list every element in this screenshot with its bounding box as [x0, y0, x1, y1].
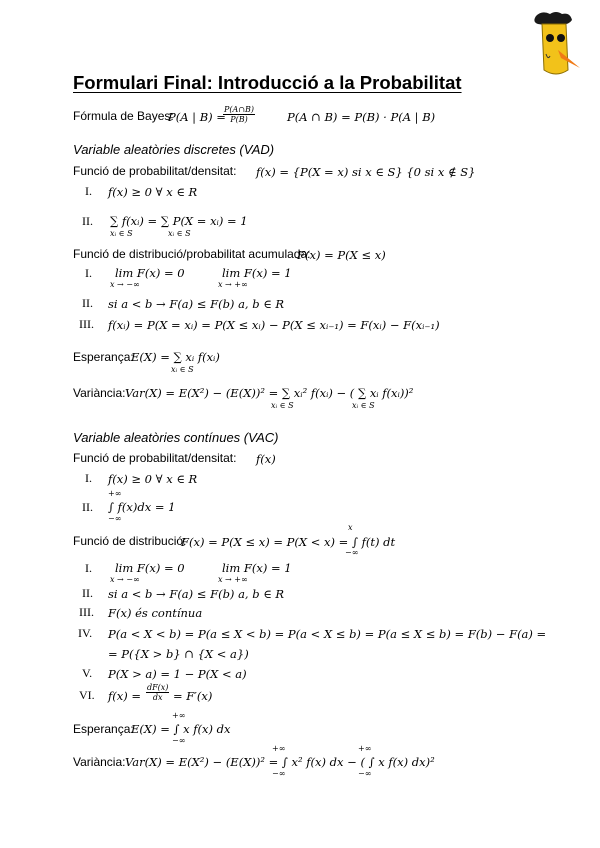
lim-subscript: x → −∞: [110, 280, 140, 289]
lim-subscript: x → −∞: [110, 575, 140, 584]
vad-var-formula: Var(X) = E(X²) − (E(X))² = ∑ xᵢ² f(xᵢ) − ( ∑ xᵢ f(xᵢ))²: [125, 386, 414, 400]
vac-density-label: Funció de probabilitat/densitat:: [73, 451, 237, 465]
vac-dist-label: Funció de distribució:: [73, 534, 187, 548]
vad-density-label: Funció de probabilitat/densitat:: [73, 164, 237, 178]
vad-dist-prop-num: I.: [85, 266, 92, 280]
vad-dist-prop-formula: f(xᵢ) = P(X = xᵢ) = P(X ≤ xᵢ) − P(X ≤ xᵢ₋₁) = F(xᵢ) − F(xᵢ₋₁): [108, 318, 440, 332]
integral-upper: +∞: [358, 744, 372, 753]
vac-frac-num: dF(x): [147, 683, 169, 692]
vad-exp-formula: E(X) = ∑ xᵢ f(xᵢ): [131, 350, 220, 364]
vad-dist-prop-num: III.: [79, 317, 94, 331]
lim-subscript: x → +∞: [218, 280, 248, 289]
bayes-frac-den: P(B): [230, 115, 248, 124]
vac-dist-formula: F(x) = P(X ≤ x) = P(X < x) = ∫ f(t) dt: [181, 535, 396, 549]
vac-dist-prop-num: IV.: [78, 626, 93, 640]
vac-dist-prop-num: I.: [85, 561, 92, 575]
sum-subscript: xᵢ ∈ S: [352, 401, 375, 410]
vac-exp-label: Esperança:: [73, 722, 134, 736]
vac-dist-prop-num: V.: [82, 666, 93, 680]
vad-prop-formula: ∑ f(xᵢ) = ∑ P(X = xᵢ) = 1: [110, 214, 248, 228]
vac-dist-prop-formula: si a < b → F(a) ≤ F(b) a, b ∈ R: [108, 587, 285, 601]
vac-derivative-rhs: = F′(x): [173, 689, 213, 703]
vac-var-label: Variància:: [73, 755, 126, 769]
vad-density-formula: f(x) = {P(X = x) si x ∈ S} {0 si x ∉ S}: [256, 165, 476, 179]
integral-upper: +∞: [108, 489, 122, 498]
sum-subscript: xᵢ ∈ S: [271, 401, 294, 410]
integral-lower: −∞: [358, 769, 372, 778]
vad-dist-formula: F(x) = P(X ≤ x): [297, 248, 386, 262]
vad-heading: Variable aleatòries discretes (VAD): [73, 142, 275, 157]
vac-dist-prop-formula: P(X > a) = 1 − P(X < a): [108, 667, 247, 681]
vac-dist-prop-formula: P(a < X < b) = P(a ≤ X < b) = P(a < X ≤ b) = P(a ≤ X ≤ b) = F(b) − F(a) =: [108, 627, 547, 641]
vad-var-label: Variància:: [73, 386, 126, 400]
vac-lim-plus: lim F(x) = 1: [222, 561, 292, 575]
vac-prop-formula: ∫ f(x)dx = 1: [108, 500, 176, 514]
lim-subscript: x → +∞: [218, 575, 248, 584]
page-title: Formulari Final: Introducció a la Probabilitat: [73, 72, 462, 93]
vac-derivative-fraction: [146, 683, 169, 702]
vac-prop-num: I.: [85, 471, 92, 485]
integral-lower: −∞: [272, 769, 286, 778]
sum-subscript: xᵢ ∈ S: [110, 229, 133, 238]
vac-var-formula: Var(X) = E(X²) − (E(X))² = ∫ x² f(x) dx − ( ∫ x f(x) dx)²: [125, 755, 435, 769]
bayes-label: Fórmula de Bayes:: [73, 109, 174, 123]
bayes-fraction: [223, 105, 255, 124]
integral-upper: x: [348, 523, 353, 532]
vad-prop-formula: f(x) ≥ 0 ∀ x ∈ R: [108, 185, 198, 199]
vac-exp-formula: E(X) = ∫ x f(x) dx: [131, 722, 231, 736]
vac-derivative-lhs: f(x) =: [108, 689, 142, 703]
vac-frac-den: dx: [152, 693, 163, 702]
vad-lim-plus: lim F(x) = 1: [222, 266, 292, 280]
mascot-illustration: [528, 10, 584, 82]
vac-lim-minus: lim F(x) = 0: [115, 561, 185, 575]
bayes-rhs: P(A ∩ B) = P(B) · P(A | B): [287, 110, 436, 124]
vad-exp-label: Esperança:: [73, 350, 134, 364]
bayes-frac-num: P(A∩B): [224, 105, 254, 114]
vad-dist-prop-formula: si a < b → F(a) ≤ F(b) a, b ∈ R: [108, 297, 285, 311]
vac-prop-num: II.: [82, 500, 93, 514]
vac-density-formula: f(x): [256, 452, 276, 466]
vad-lim-minus: lim F(x) = 0: [115, 266, 185, 280]
integral-lower: −∞: [345, 548, 359, 557]
integral-upper: +∞: [272, 744, 286, 753]
vac-dist-prop-num: VI.: [79, 688, 95, 702]
vac-dist-prop-num: III.: [79, 605, 94, 619]
vad-prop-num: II.: [82, 214, 93, 228]
vad-prop-num: I.: [85, 184, 92, 198]
integral-lower: −∞: [108, 514, 122, 523]
sum-subscript: xᵢ ∈ S: [171, 365, 194, 374]
vac-prop-formula: f(x) ≥ 0 ∀ x ∈ R: [108, 472, 198, 486]
vad-dist-label: Funció de distribució/probabilitat acumulada:: [73, 247, 311, 261]
vad-dist-prop-num: II.: [82, 296, 93, 310]
vac-dist-prop-formula-cont: = P({X > b} ∩ {X < a}): [108, 647, 249, 661]
integral-upper: +∞: [172, 711, 186, 720]
vac-heading: Variable aleatòries contínues (VAC): [73, 430, 279, 445]
vac-dist-prop-num: II.: [82, 586, 93, 600]
bayes-lhs: P(A | B) =: [168, 110, 226, 124]
integral-lower: −∞: [172, 736, 186, 745]
vac-dist-prop-formula: F(x) és contínua: [108, 606, 203, 620]
sum-subscript: xᵢ ∈ S: [168, 229, 191, 238]
